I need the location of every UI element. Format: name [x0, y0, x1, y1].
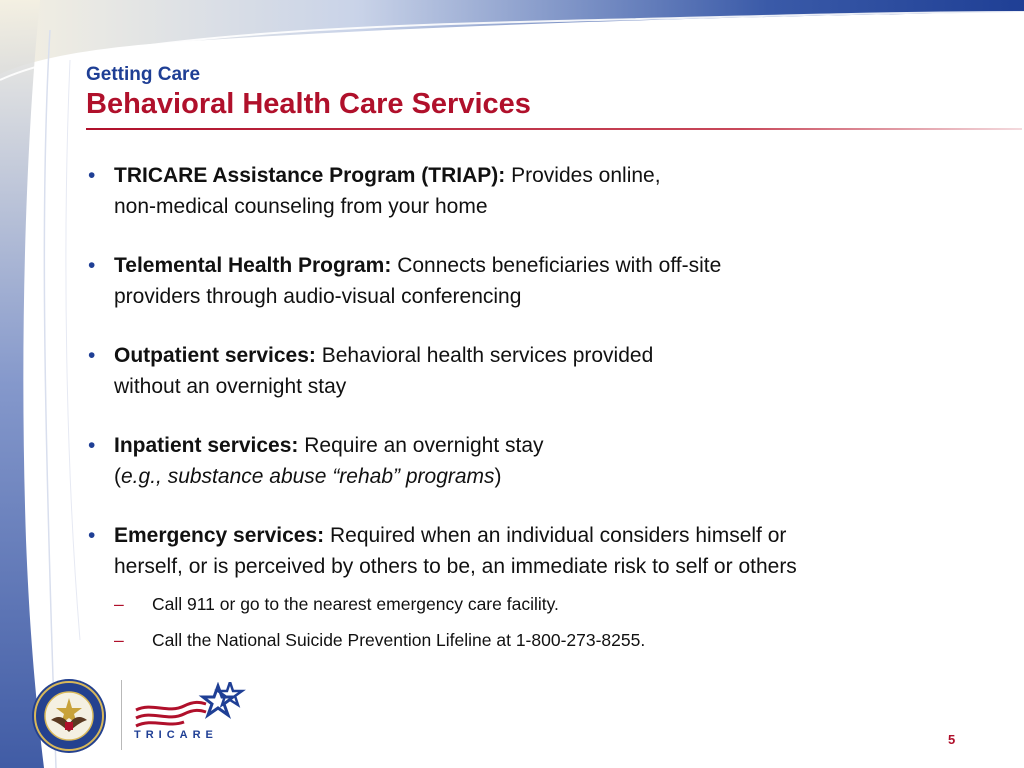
bullet-item-emergency	[88, 520, 978, 582]
bullet-heading: Outpatient services:	[114, 344, 316, 367]
bullet-dot-icon: •	[88, 344, 96, 367]
bullet-item-outpatient	[88, 340, 978, 402]
dod-seal-icon	[31, 678, 107, 754]
tricare-logo-icon	[134, 682, 246, 728]
sub-item-lifeline	[88, 628, 978, 652]
bullet-heading: Emergency services:	[114, 524, 325, 547]
bullet-text: herself, or is perceived by others to be, an immediate risk to self or others	[114, 555, 797, 578]
bullet-heading: TRICARE Assistance Program (TRIAP):	[114, 164, 506, 187]
bullet-item-triap	[88, 160, 978, 222]
dash-bullet-icon: –	[114, 594, 124, 614]
bullet-dot-icon: •	[88, 524, 96, 547]
bullet-text: )	[494, 465, 502, 488]
sub-item-text: Call the National Suicide Prevention Lifeline at 1-800-273-8255.	[152, 630, 646, 650]
sub-item-text: Call 911 or go to the nearest emergency care facility.	[152, 594, 559, 614]
tricare-wordmark: TRICARE	[134, 729, 218, 741]
bullet-text: Provides online,	[505, 164, 661, 187]
bullet-text: non-medical counseling from your home	[114, 195, 488, 218]
bullet-text: providers through audio-visual conferencing	[114, 285, 522, 308]
bullet-text: (	[114, 465, 121, 488]
bullet-item-telemental	[88, 250, 978, 312]
bullet-dot-icon: •	[88, 434, 96, 457]
bullet-dot-icon: •	[88, 254, 96, 277]
bullet-example: e.g., substance abuse “rehab” programs	[121, 465, 495, 488]
bullet-heading: Inpatient services:	[114, 434, 299, 457]
dash-bullet-icon: –	[114, 630, 124, 650]
sub-item-call-911	[88, 592, 978, 616]
bullet-dot-icon: •	[88, 164, 96, 187]
title-divider	[86, 128, 1022, 130]
bullet-text: without an overnight stay	[114, 375, 347, 398]
bullet-heading: Telemental Health Program:	[114, 254, 392, 277]
footer-divider	[121, 680, 122, 750]
section-subtitle: Getting Care	[86, 64, 201, 85]
slide-title: Behavioral Health Care Services	[86, 88, 531, 120]
bullet-text: Behavioral health services provided	[315, 344, 654, 367]
page-number: 5	[948, 732, 956, 747]
bullet-text: Connects beneficiaries with off-site	[391, 254, 722, 277]
bullet-list	[88, 160, 978, 664]
bullet-item-inpatient	[88, 430, 978, 492]
bullet-text: Required when an individual considers himself or	[324, 524, 787, 547]
bullet-text: Require an overnight stay	[298, 434, 544, 457]
